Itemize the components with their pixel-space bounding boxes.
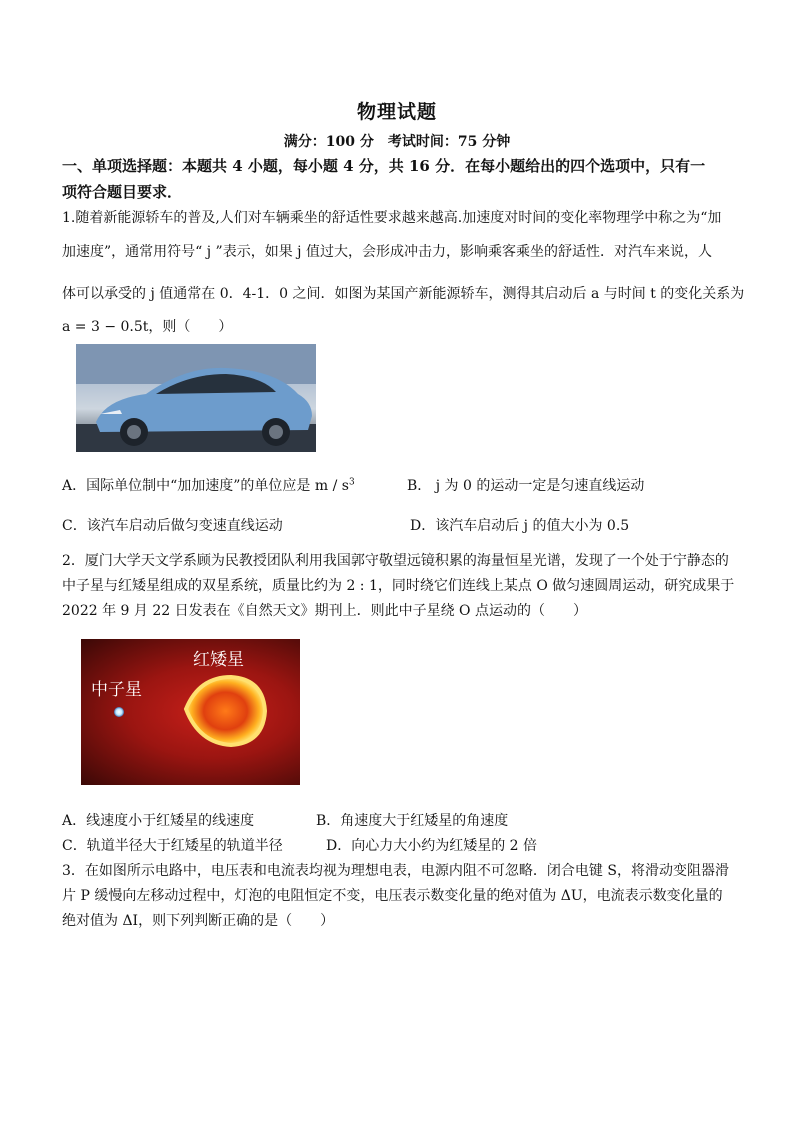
section-heading [62, 153, 734, 205]
question-2-line: 2．厦门大学天文学系顾为民教授团队利用我国郭守敬望远镜积累的海量恒星光谱，发现了一个处于宁静态的 [62, 553, 729, 569]
option-a [62, 475, 355, 495]
option-a-text: A．国际单位制中“加加速度”的单位应是 m / s [62, 478, 349, 494]
question-2-line: 2022 年 9 月 22 日发表在《自然天文》期刊上．则此中子星绕 O 点运动的（ ） [62, 603, 587, 619]
car-illustration [76, 344, 316, 452]
binary-star-image [81, 639, 300, 785]
option-d: D．向心力大小约为红矮星的 2 倍 [326, 838, 538, 854]
question-1-line: 1.随着新能源轿车的普及,人们对车辆乘坐的舒适性要求越来越高.加速度对时间的变化率物理学中称之为“加 [62, 210, 722, 226]
option-a-superscript: 3 [348, 477, 355, 488]
label-red-dwarf: 红矮星 [193, 650, 244, 670]
car-photo [76, 344, 316, 452]
option-c: C．该汽车启动后做匀变速直线运动 [62, 518, 283, 534]
section-heading-line: 一、单项选择题：本题共 4 小题，每小题 4 分，共 16 分．在每小题给出的四个选项中，只有一 [62, 157, 706, 175]
label-neutron-star: 中子星 [91, 680, 142, 700]
exam-info: 满分：100 分 考试时间：75 分钟 [283, 134, 511, 150]
question-3-line: 3．在如图所示电路中，电压表和电流表均视为理想电表，电源内阻不可忽略．闭合电键 S，将滑动变阻器滑 [62, 863, 729, 879]
option-c: C．轨道半径大于红矮星的轨道半径 [62, 838, 283, 854]
question-3-line: 绝对值为 ΔI，则下列判断正确的是（ ） [62, 913, 335, 929]
option-b: B． j 为 0 的运动一定是匀速直线运动 [407, 478, 645, 494]
option-a: A．线速度小于红矮星的线速度 [62, 813, 255, 829]
question-1-line: a = 3 − 0.5t，则（ ） [62, 319, 233, 335]
section-heading-line: 项符合题目要求． [62, 183, 183, 201]
question-1-line: 加速度”，通常用符号“ j ”表示，如果 j 值过大，会形成冲击力，影响乘客乘坐的舒适性．对汽车来说，人 [62, 244, 712, 260]
binary-star-illustration [81, 639, 300, 785]
question-3-line: 片 P 缓慢向左移动过程中，灯泡的电阻恒定不变，电压表示数变化量的绝对值为 ΔU，电流表示数变化量的 [62, 888, 723, 904]
question-2-line: 中子星与红矮星组成的双星系统，质量比约为 2 : 1，同时绕它们连线上某点 O 做匀速圆周运动，研究成果于 [62, 578, 735, 594]
question-1-line: 体可以承受的 j 值通常在 0．4-1．0 之间．如图为某国产新能源轿车，测得其启动后 a 与时间 t 的变化关系为 [62, 286, 745, 302]
option-d: D．该汽车启动后 j 的值大小为 0.5 [410, 518, 630, 534]
page-title: 物理试题 [356, 101, 437, 123]
option-b: B．角速度大于红矮星的角速度 [316, 813, 509, 829]
